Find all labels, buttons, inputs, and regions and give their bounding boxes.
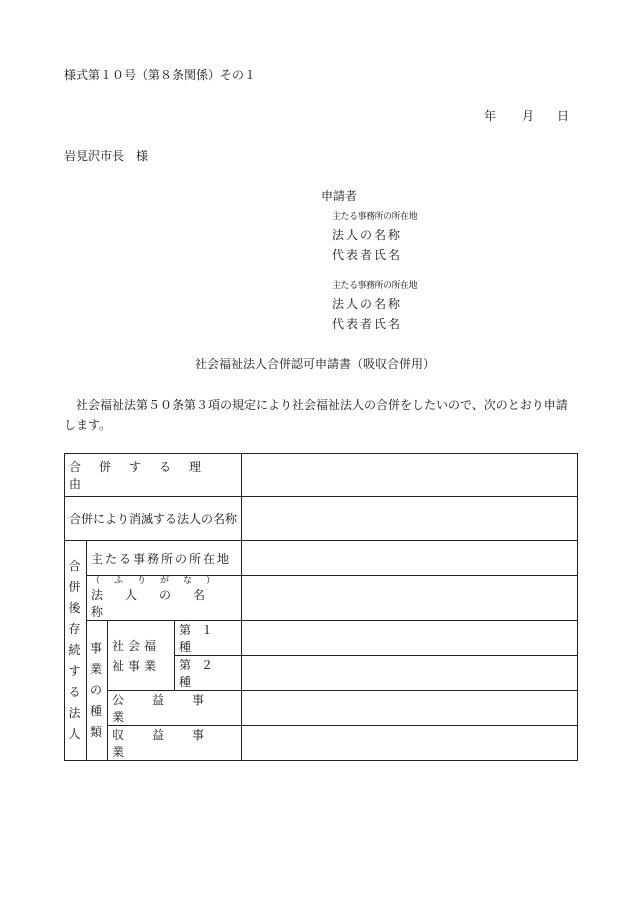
row-merger-reason (65, 454, 578, 497)
merger-reason-text: 合併する理由 (69, 460, 220, 491)
date-day-label: 日 (557, 109, 570, 123)
applicant2-office-address-label: 主たる事務所の所在地 (332, 281, 418, 291)
applicant2-representative-label: 代表者氏名 (332, 317, 403, 331)
applicant1-office-address-label: 主たる事務所の所在地 (332, 212, 418, 222)
type2-label: 第２種 (175, 656, 242, 691)
office-address-label: 主たる事務所の所在地 (87, 541, 242, 576)
merger-reason-label (65, 458, 241, 492)
applicant1-corp-name-label: 法人の名称 (332, 228, 403, 242)
public-interest-business-label: 公益事業 (108, 691, 242, 726)
applicant-label: 申請者 (321, 189, 358, 203)
date-line (0, 107, 630, 123)
type2-field[interactable] (242, 656, 578, 691)
applicant2-corp-name-label: 法人の名称 (332, 297, 403, 311)
social-welfare-business-label: 社会福祉事業 (112, 638, 161, 673)
document-body: 社会福祉法第５０条第３項の規定により社会福祉法人の合併をしたいので、次のとおり申請します。 (64, 398, 568, 432)
row-type1 (65, 621, 578, 656)
date-year-label: 年 (484, 109, 497, 123)
public-interest-business-field[interactable] (242, 691, 578, 726)
business-types-label: 事業の種類 (90, 641, 103, 739)
row-dissolving-corp (65, 497, 578, 541)
dissolving-corp-name-label: 合併により消滅する法人の名称 (65, 497, 242, 541)
row-office-address (65, 541, 578, 576)
profit-business-label: 収益事業 (108, 726, 242, 761)
type1-label: 第１種 (175, 621, 242, 656)
form-number: 様式第１０号（第８条関係）その１ (64, 68, 257, 82)
dissolving-corp-name-field[interactable] (242, 497, 578, 541)
office-address-field[interactable] (242, 541, 578, 576)
application-table (64, 453, 578, 761)
document-title: 社会福祉法人合併認可申請書（吸収合併用） (194, 357, 435, 371)
row-public-interest (65, 691, 578, 726)
date-month-label: 月 (522, 109, 535, 123)
merger-reason-field[interactable] (242, 454, 578, 497)
furigana-label: （ふりがな） (91, 576, 230, 586)
profit-business-field[interactable] (242, 726, 578, 761)
addressee: 岩見沢市長 様 (64, 149, 149, 163)
type1-field[interactable] (242, 621, 578, 656)
row-corp-name (65, 576, 578, 621)
surviving-corp-label: 合併後存続する法人 (68, 559, 81, 741)
applicant1-representative-label: 代表者氏名 (332, 248, 403, 262)
corp-name-label: 法人の名称 (91, 588, 228, 619)
corp-name-field[interactable] (242, 576, 578, 621)
row-profit (65, 726, 578, 761)
